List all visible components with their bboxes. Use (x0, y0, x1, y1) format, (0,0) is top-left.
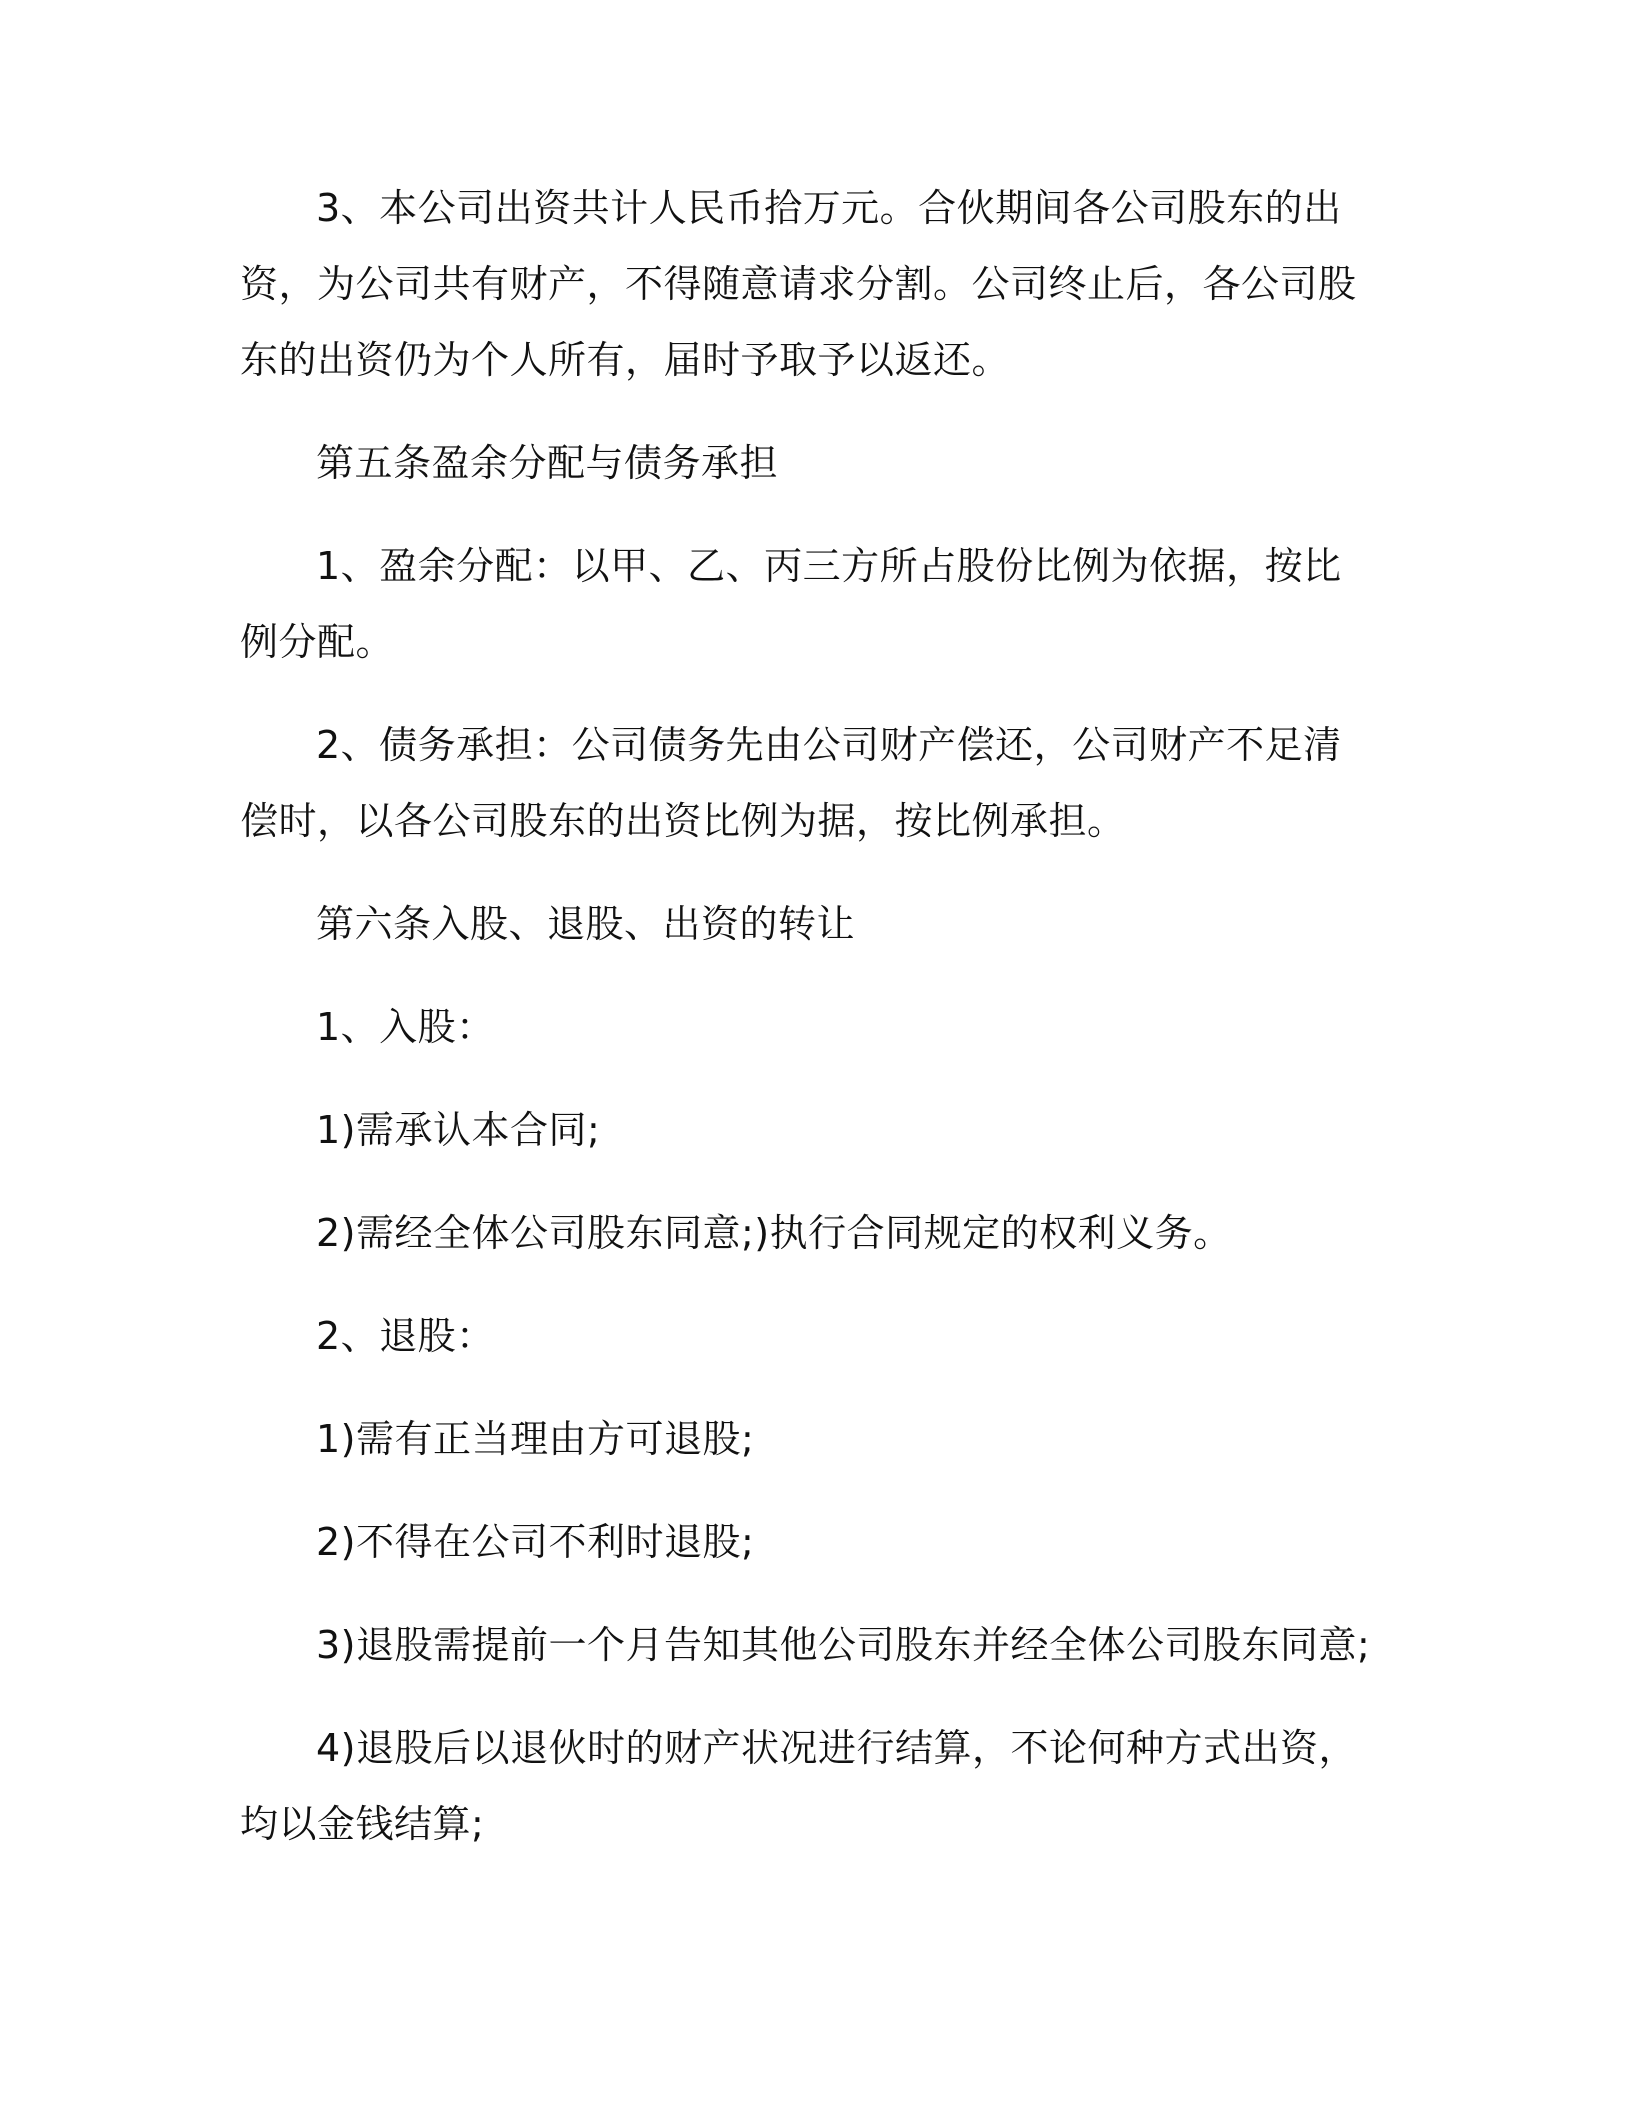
clause-profit-distribution: 1、盈余分配：以甲、乙、丙三方所占股份比例为依据，按比例分配。 (240, 544, 1342, 664)
withdrawal-item-2: 2)不得在公司不利时退股; (316, 1520, 755, 1564)
article-five-heading: 第五条盈余分配与债务承担 (316, 441, 779, 485)
article-six-heading: 第六条入股、退股、出资的转让 (316, 902, 856, 946)
withdrawal-item-3: 3)退股需提前一个月告知其他公司股东并经全体公司股东同意; (316, 1623, 1371, 1667)
clause-joining: 1、入股： (316, 1005, 495, 1049)
withdrawal-item-4: 4)退股后以退伙时的财产状况进行结算，不论何种方式出资，均以金钱结算; (240, 1726, 1358, 1846)
document-body (240, 170, 1380, 1889)
clause-debt-bearing: 2、债务承担：公司债务先由公司财产偿还，公司财产不足清偿时，以各公司股东的出资比例为据，按比例承担。 (240, 723, 1342, 843)
clause-withdrawal: 2、退股： (316, 1314, 495, 1358)
joining-item-2: 2)需经全体公司股东同意;)执行合同规定的权利义务。 (316, 1211, 1232, 1255)
clause-capital-contribution: 3、本公司出资共计人民币拾万元。合伙期间各公司股东的出资，为公司共有财产，不得随意请求分割。公司终止后，各公司股东的出资仍为个人所有，届时予取予以返还。 (240, 186, 1357, 382)
joining-item-1: 1)需承认本合同; (316, 1108, 601, 1152)
withdrawal-item-1: 1)需有正当理由方可退股; (316, 1417, 755, 1461)
